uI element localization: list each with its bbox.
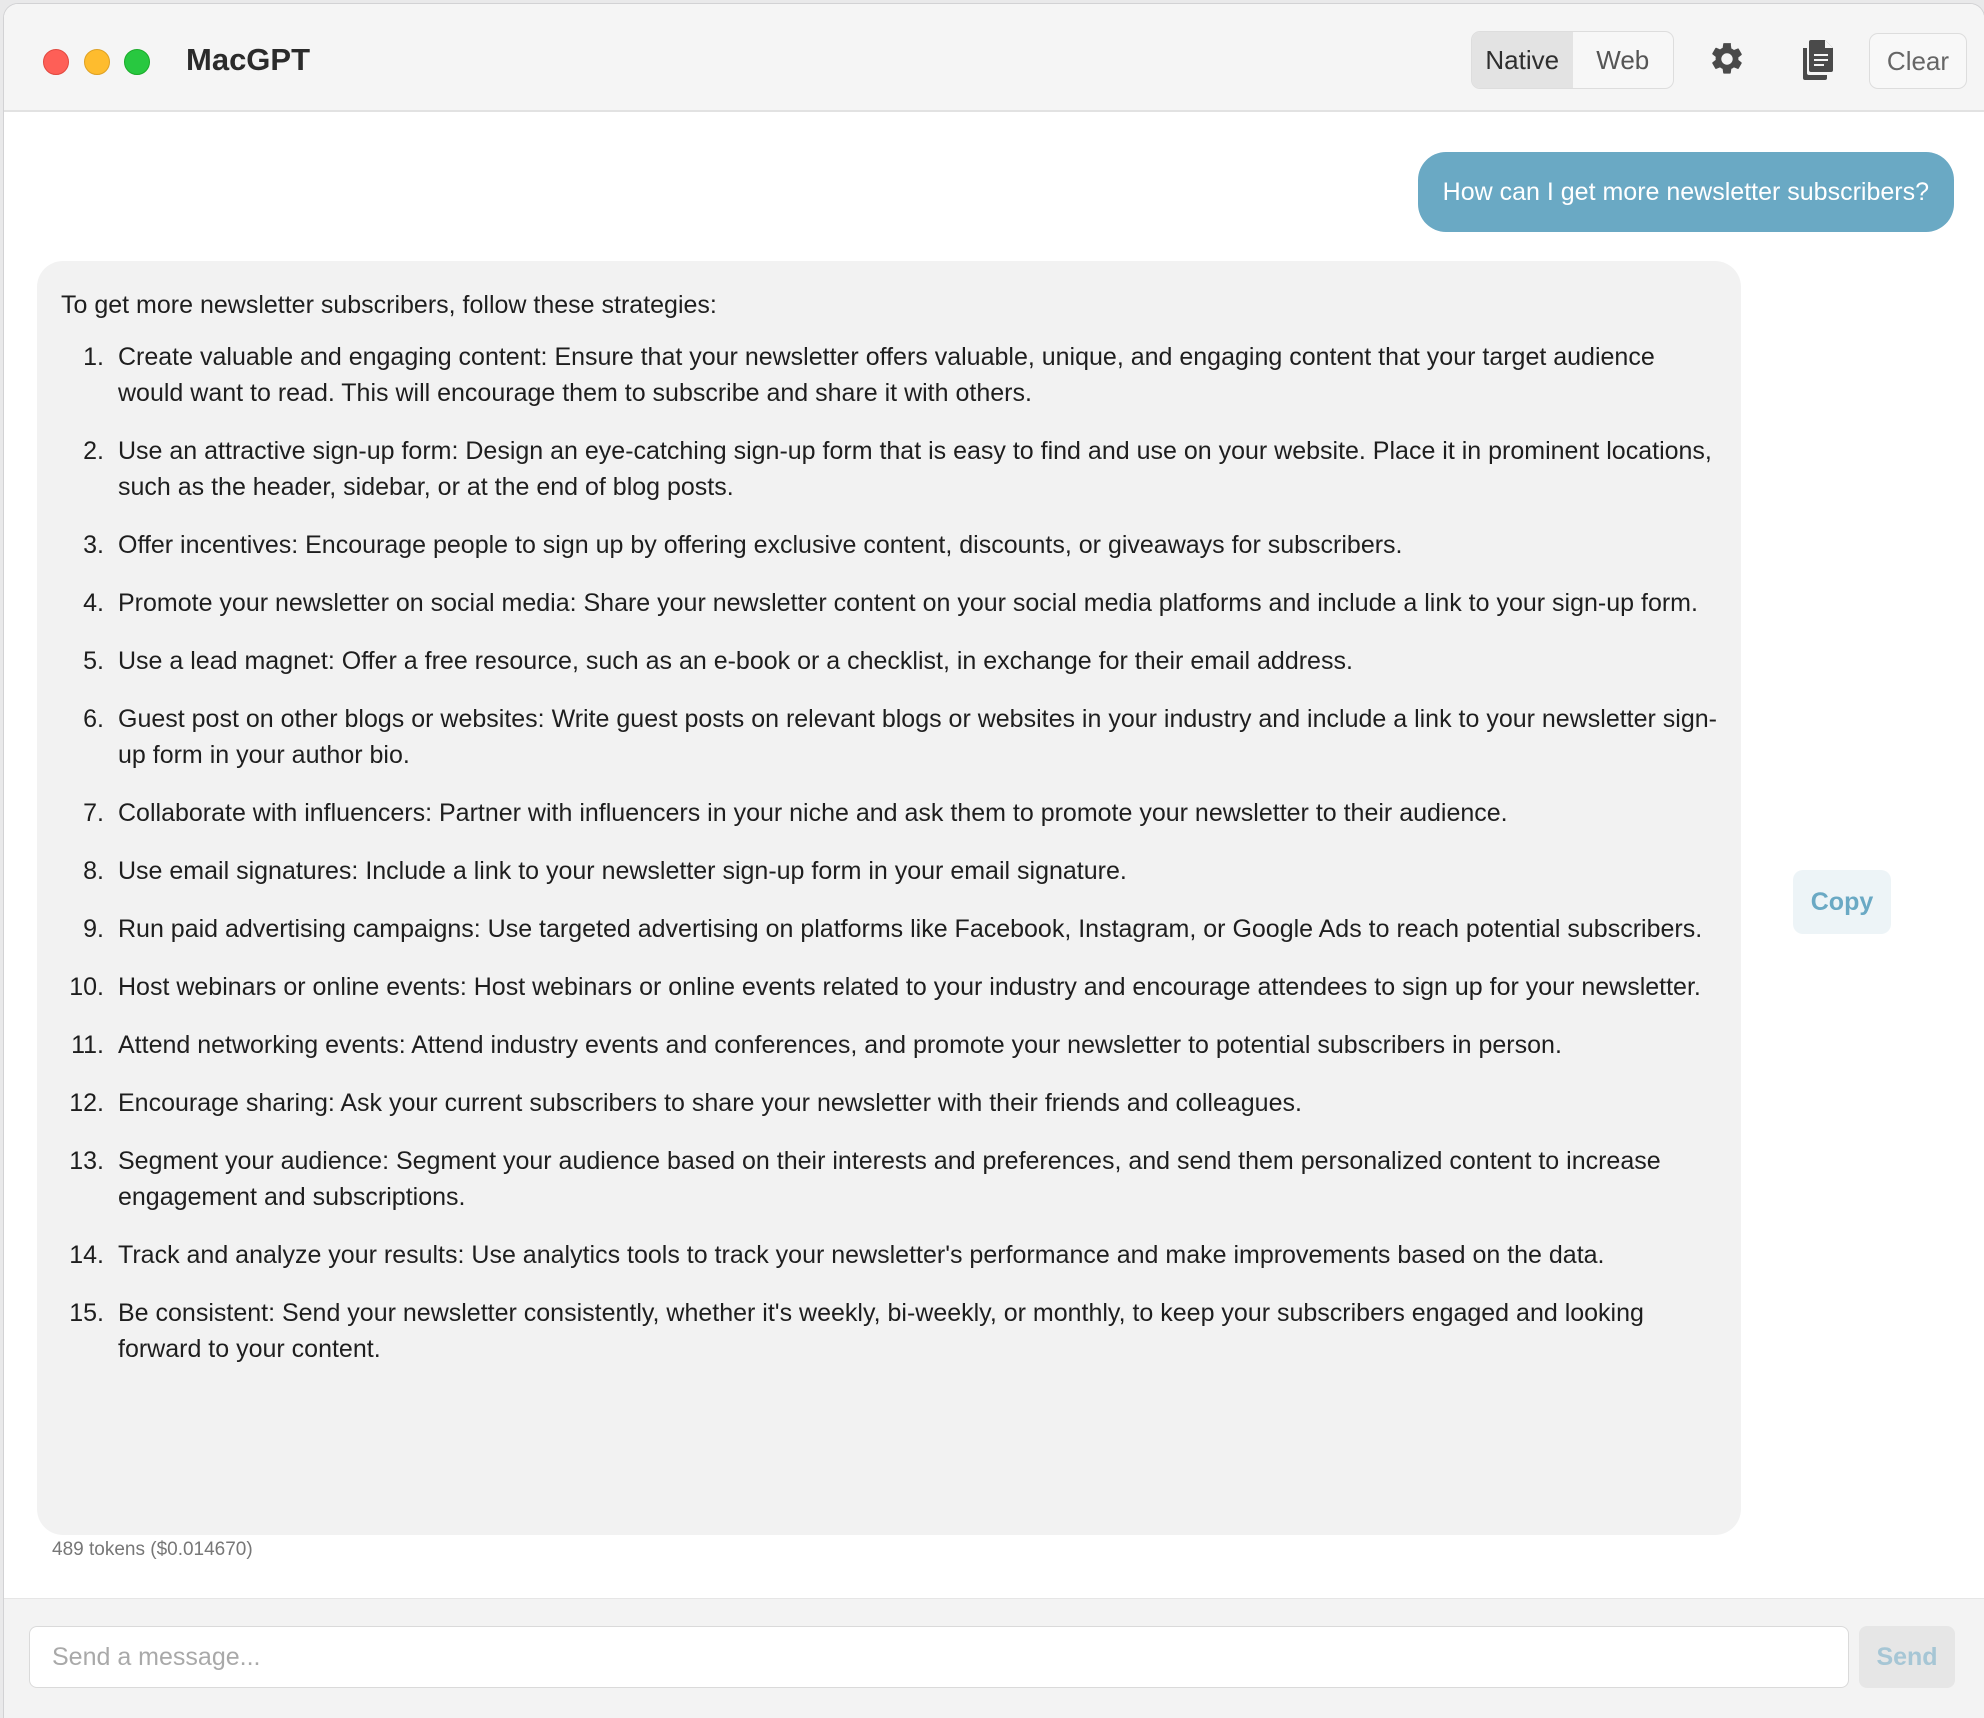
list-item-number: 6. <box>83 705 104 733</box>
list-item-text: Offer incentives: Encourage people to sign up by offering exclusive content, discounts, or giveaways for subscribers. <box>118 531 1403 559</box>
list-item <box>61 795 1717 831</box>
list-item <box>61 339 1717 411</box>
list-item <box>61 969 1717 1005</box>
list-item-number: 1. <box>83 343 104 371</box>
list-item-number: 15. <box>69 1299 104 1327</box>
list-item-text: Attend networking events: Attend industry events and conferences, and promote your newsletter to potential subscribers in person. <box>118 1031 1562 1059</box>
app-window <box>4 4 1984 1718</box>
zoom-window-button[interactable] <box>124 49 150 75</box>
list-item <box>61 911 1717 947</box>
strategy-list <box>61 339 1717 1367</box>
list-item-number: 3. <box>83 531 104 559</box>
list-item <box>61 1027 1717 1063</box>
list-item-text: Use a lead magnet: Offer a free resource, such as an e-book or a checklist, in exchange for their email address. <box>118 647 1353 675</box>
app-title: MacGPT <box>186 42 311 77</box>
list-item-number: 8. <box>83 857 104 885</box>
assistant-message-bubble <box>37 261 1741 1535</box>
list-item <box>61 433 1717 505</box>
gear-icon <box>1708 40 1746 78</box>
close-window-button[interactable] <box>43 49 69 75</box>
composer-bar <box>4 1598 1984 1718</box>
list-item-text: Promote your newsletter on social media: Share your newsletter content on your social media platforms and include a link to your sign-up form. <box>118 589 1698 617</box>
copy-conversation-button[interactable] <box>1790 31 1846 87</box>
list-item-text: Host webinars or online events: Host webinars or online events related to your industry and encourage attendees to sign up for your newsletter. <box>118 973 1701 1001</box>
list-item-text: Encourage sharing: Ask your current subscribers to share your newsletter with their friends and colleagues. <box>118 1089 1302 1117</box>
list-item-text: Collaborate with influencers: Partner with influencers in your niche and ask them to promote your newsletter to their audience. <box>118 799 1508 827</box>
list-item-number: 13. <box>69 1147 104 1175</box>
list-item-text: Track and analyze your results: Use analytics tools to track your newsletter's performance and make improvements based on the data. <box>118 1241 1605 1269</box>
list-item-text: Run paid advertising campaigns: Use targeted advertising on platforms like Facebook, Instagram, or Google Ads to reach potential subscribers. <box>118 915 1703 943</box>
list-item <box>61 1143 1717 1215</box>
copy-message-button[interactable]: Copy <box>1793 870 1891 934</box>
token-usage-label: 489 tokens ($0.014670) <box>52 1539 253 1560</box>
list-item-text: Guest post on other blogs or websites: Write guest posts on relevant blogs or websites in your industry and include a link to your newsletter sign-up form in your author bio. <box>118 705 1717 769</box>
list-item <box>61 701 1717 773</box>
list-item-number: 11. <box>71 1031 104 1059</box>
minimize-window-button[interactable] <box>84 49 110 75</box>
list-item-number: 7. <box>83 799 104 827</box>
list-item <box>61 1295 1717 1367</box>
list-item <box>61 643 1717 679</box>
clear-button[interactable]: Clear <box>1869 33 1967 89</box>
list-item-number: 10. <box>69 973 104 1001</box>
title-bar <box>4 4 1984 112</box>
mode-segmented-control <box>1471 31 1674 89</box>
mode-web-button[interactable]: Web <box>1596 44 1650 75</box>
message-input[interactable] <box>29 1626 1849 1688</box>
list-item-text: Segment your audience: Segment your audience based on their interests and preferences, and send them personalized content to increase engagement and subscriptions. <box>118 1147 1661 1211</box>
list-item-number: 12. <box>69 1089 104 1117</box>
list-item-text: Create valuable and engaging content: Ensure that your newsletter offers valuable, unique, and engaging content that your target audience would want to read. This will encourage them to subscribe and share it with others. <box>118 343 1655 407</box>
list-item-number: 2. <box>83 437 104 465</box>
settings-button[interactable] <box>1699 31 1755 87</box>
list-item <box>61 1085 1717 1121</box>
list-item-text: Use email signatures: Include a link to your newsletter sign-up form in your email signature. <box>118 857 1127 885</box>
send-button[interactable]: Send <box>1859 1626 1955 1688</box>
user-message-bubble: How can I get more newsletter subscribers? <box>1418 152 1954 232</box>
list-item-number: 14. <box>69 1241 104 1269</box>
list-item-number: 5. <box>83 647 104 675</box>
mode-native-button[interactable]: Native <box>1472 32 1573 88</box>
list-item <box>61 585 1717 621</box>
documents-icon <box>1801 38 1835 80</box>
list-item-number: 4. <box>83 589 104 617</box>
list-item <box>61 1237 1717 1273</box>
list-item <box>61 853 1717 889</box>
list-item-text: Use an attractive sign-up form: Design an eye-catching sign-up form that is easy to find and use on your website. Place it in prominent locations, such as the header, sidebar, or at the end of blog posts. <box>118 437 1712 501</box>
list-item-text: Be consistent: Send your newsletter consistently, whether it's weekly, bi-weekly, or monthly, to keep your subscribers engaged and looking forward to your content. <box>118 1299 1644 1363</box>
assistant-intro-text: To get more newsletter subscribers, follow these strategies: <box>61 291 717 319</box>
list-item <box>61 527 1717 563</box>
list-item-number: 9. <box>83 915 104 943</box>
